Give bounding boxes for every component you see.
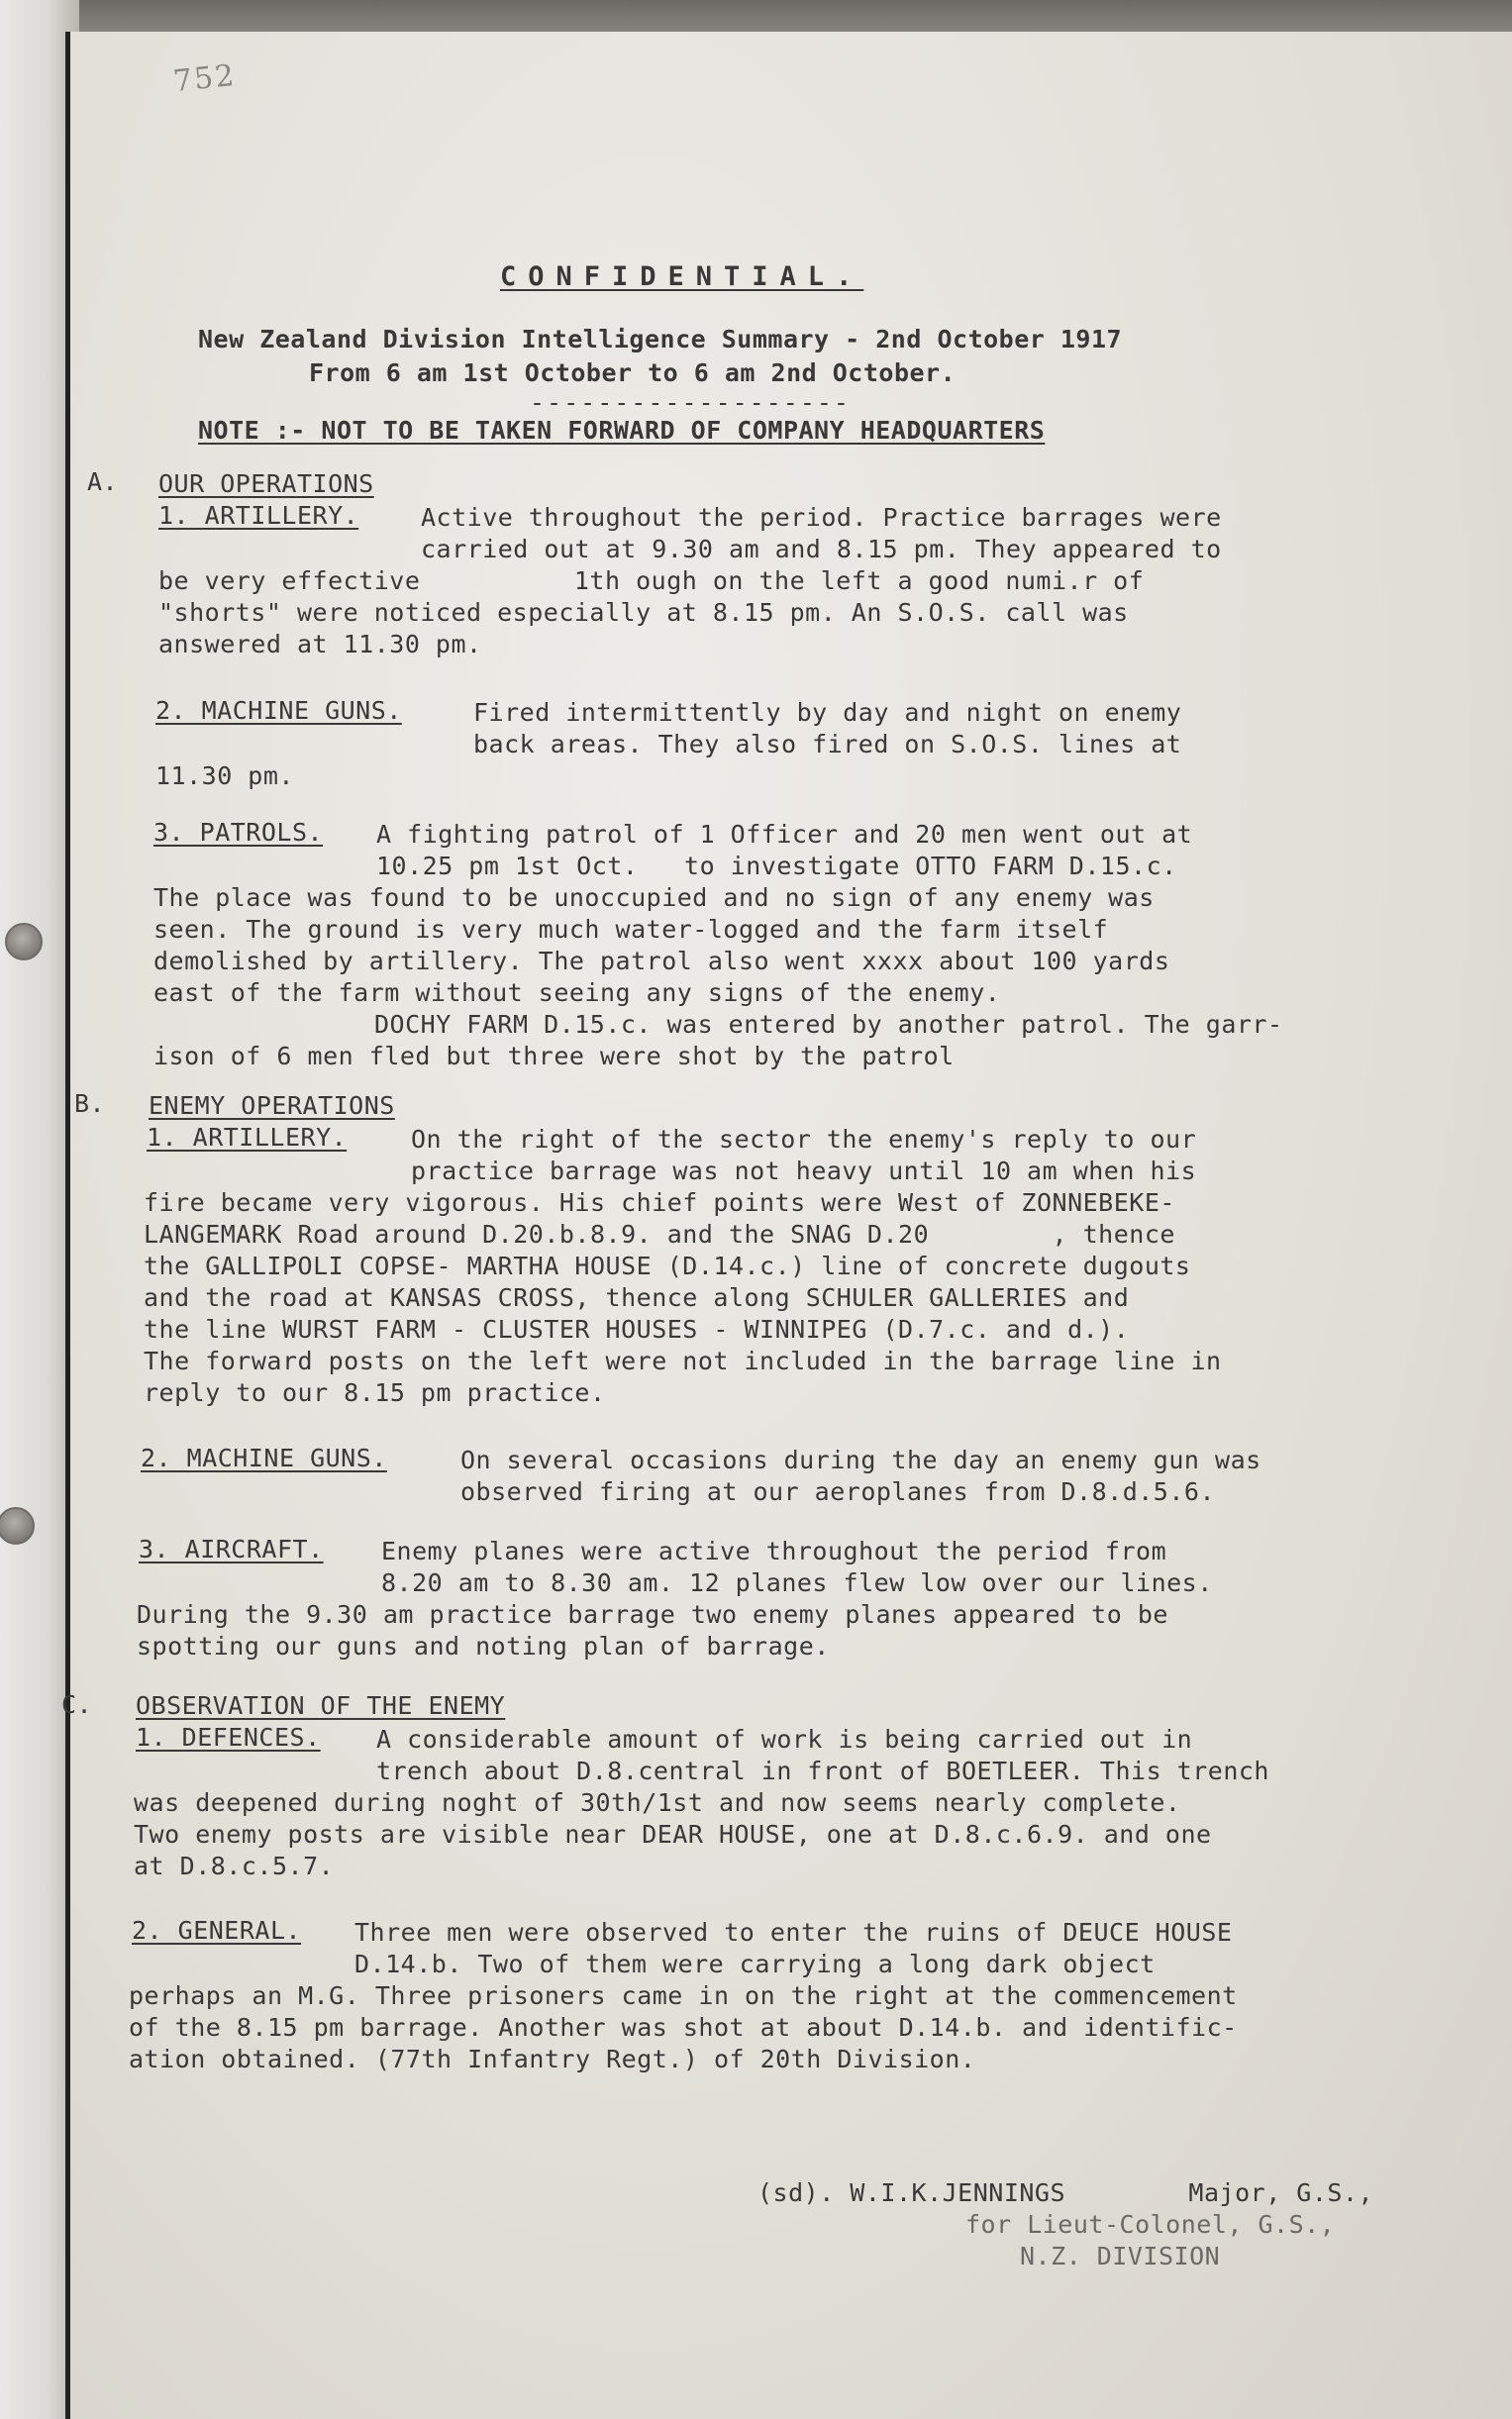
text-line: The place was found to be unoccupied and no sign of any enemy was — [153, 883, 1155, 912]
subsection-label: 3. PATROLS. — [153, 818, 324, 847]
text-line: the line WURST FARM - CLUSTER HOUSES - WINNIPEG (D.7.c. and d.). — [144, 1315, 1130, 1344]
text-line: Three men were observed to enter the ruins of DEUCE HOUSE — [354, 1918, 1233, 1947]
text-line: LANGEMARK Road around D.20.b.8.9. and the SNAG D.20 , thence — [144, 1220, 1175, 1249]
subsection-label: 1. ARTILLERY. — [158, 501, 359, 530]
subtitle-line-1: New Zealand Division Intelligence Summary - 2nd October 1917 — [198, 325, 1123, 353]
signature-line-2: for Lieut-Colonel, G.S., — [965, 2210, 1336, 2239]
text-line: carried out at 9.30 am and 8.15 pm. They appeared to — [421, 535, 1222, 563]
text-line: demolished by artillery. The patrol also went xxxx about 100 yards — [153, 947, 1170, 975]
text-line: fire became very vigorous. His chief points were West of ZONNEBEKE- — [144, 1188, 1175, 1217]
text-line: Two enemy posts are visible near DEAR HOUSE, one at D.8.c.6.9. and one — [134, 1820, 1212, 1849]
section-heading-enemy-operations: ENEMY OPERATIONS — [149, 1091, 395, 1120]
text-line: spotting our guns and noting plan of barrage. — [137, 1632, 830, 1661]
punch-hole-icon — [5, 923, 43, 960]
text-line: Active throughout the period. Practice barrages were — [421, 503, 1222, 532]
subsection-label: 1. DEFENCES. — [136, 1723, 321, 1752]
text-line: practice barrage was not heavy until 10 am when his — [411, 1157, 1197, 1185]
text-line: On the right of the sector the enemy's reply to our — [411, 1125, 1197, 1154]
text-line: was deepened during noght of 30th/1st and now seems nearly complete. — [134, 1788, 1181, 1817]
subsection-label: 2. MACHINE GUNS. — [141, 1444, 387, 1472]
signature-line-1: (sd). W.I.K.JENNINGS Major, G.S., — [757, 2178, 1374, 2207]
subtitle-line-2: From 6 am 1st October to 6 am 2nd October. — [309, 358, 957, 387]
text-line: trench about D.8.central in front of BOETLEER. This trench — [376, 1757, 1269, 1785]
text-line: A considerable amount of work is being carried out in — [376, 1725, 1193, 1754]
text-line: perhaps an M.G. Three prisoners came in on the right at the commencement — [129, 1981, 1238, 2010]
section-heading-observation: OBSERVATION OF THE ENEMY — [136, 1691, 506, 1720]
section-heading-our-operations: OUR OPERATIONS — [158, 469, 374, 498]
text-line: reply to our 8.15 pm practice. — [144, 1378, 606, 1407]
subsection-label: 3. AIRCRAFT. — [139, 1535, 324, 1563]
text-line: Enemy planes were active throughout the period from — [381, 1537, 1167, 1565]
section-letter-c: C. — [61, 1690, 93, 1719]
text-line: "shorts" were noticed especially at 8.15 pm. An S.O.S. call was — [158, 598, 1129, 627]
subsection-label: 2. GENERAL. — [132, 1916, 302, 1945]
text-line: D.14.b. Two of them were carrying a long dark object — [354, 1950, 1156, 1978]
section-letter-a: A. — [87, 467, 119, 496]
text-line: A fighting patrol of 1 Officer and 20 men went out at — [376, 820, 1193, 849]
text-line: Fired intermittently by day and night on enemy — [473, 698, 1182, 727]
text-line: During the 9.30 am practice barrage two enemy planes appeared to be — [137, 1600, 1168, 1629]
text-line: answered at 11.30 pm. — [158, 630, 482, 658]
text-line: The forward posts on the left were not included in the barrage line in — [144, 1347, 1222, 1375]
text-line: seen. The ground is very much water-logged and the farm itself — [153, 915, 1109, 944]
folio-number: 752 — [171, 57, 238, 100]
section-letter-b: B. — [74, 1089, 106, 1118]
text-line: and the road at KANSAS CROSS, thence along SCHULER GALLERIES and — [144, 1283, 1130, 1312]
document-title: CONFIDENTIAL. — [500, 261, 864, 292]
subsection-label: 2. MACHINE GUNS. — [155, 696, 402, 725]
divider: ------------------- — [530, 388, 851, 417]
signature-line-3: N.Z. DIVISION — [1020, 2242, 1221, 2270]
subsection-label: 1. ARTILLERY. — [147, 1123, 348, 1152]
text-line: east of the farm without seeing any signs of the enemy. — [153, 978, 1001, 1007]
text-line: at D.8.c.5.7. — [134, 1852, 335, 1880]
text-line: observed firing at our aeroplanes from D.8.d.5.6. — [460, 1477, 1216, 1506]
text-line: DOCHY FARM D.15.c. was entered by another patrol. The garr- — [374, 1010, 1283, 1039]
text-line: 10.25 pm 1st Oct. to investigate OTTO FARM D.15.c. — [376, 852, 1177, 880]
handling-note: NOTE :- NOT TO BE TAKEN FORWARD OF COMPANY HEADQUARTERS — [198, 416, 1046, 445]
text-line: 8.20 am to 8.30 am. 12 planes flew low over our lines. — [381, 1568, 1213, 1597]
text-line: 11.30 pm. — [155, 761, 294, 790]
text-line: the GALLIPOLI COPSE- MARTHA HOUSE (D.14.c.) line of concrete dugouts — [144, 1252, 1191, 1280]
text-line: On several occasions during the day an enemy gun was — [460, 1446, 1261, 1474]
text-line: back areas. They also fired on S.O.S. lines at — [473, 730, 1182, 758]
text-line: of the 8.15 pm barrage. Another was shot at about D.14.b. and identific- — [129, 2013, 1238, 2042]
text-line: be very effective 1th ough on the left a good numi.r of — [158, 566, 1145, 595]
text-line: ation obtained. (77th Infantry Regt.) of 20th Division. — [129, 2045, 976, 2073]
text-line: ison of 6 men fled but three were shot by the patrol — [153, 1042, 955, 1070]
